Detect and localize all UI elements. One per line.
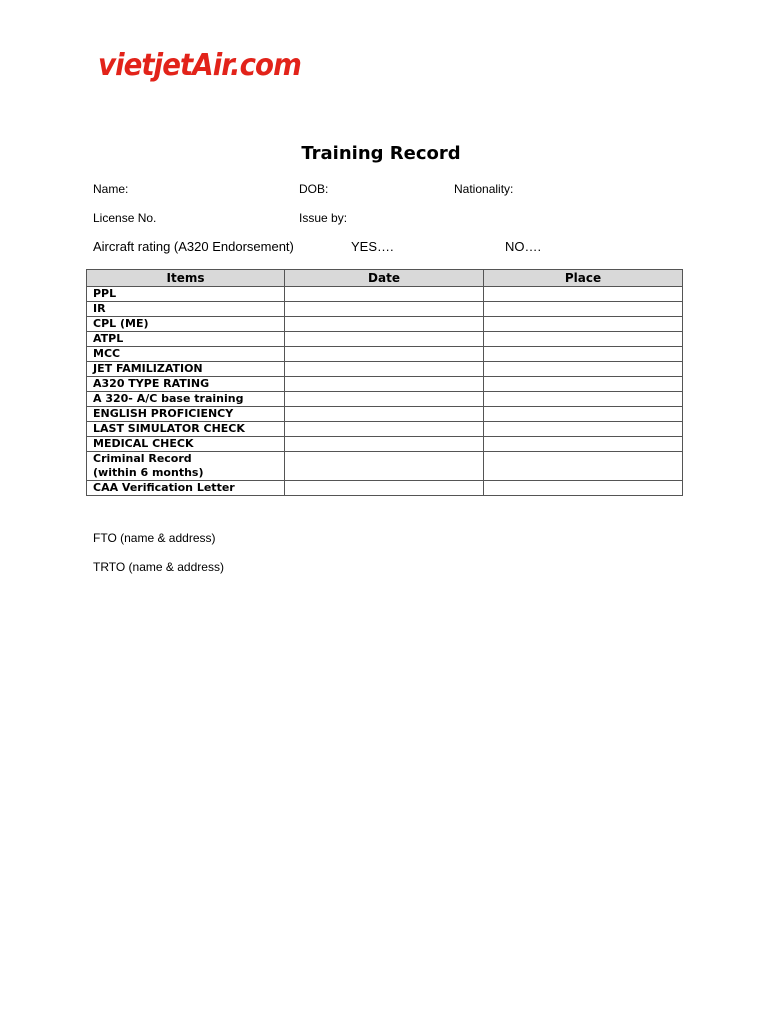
table-row [87,392,683,407]
row-date-cell[interactable] [285,377,484,392]
page-title: Training Record [301,143,461,164]
license-label: License No. [93,211,157,225]
row-place-cell[interactable] [484,332,683,347]
table-row [87,317,683,332]
row-item-label: ENGLISH PROFICIENCY [87,407,285,422]
issue-by-label: Issue by: [299,211,348,225]
aircraft-rating-label: Aircraft rating (A320 Endorsement) [93,239,294,254]
dob-label: DOB: [299,182,329,196]
row-item-label: A320 TYPE RATING [87,377,285,392]
row-date-cell[interactable] [285,392,484,407]
row-item-label: MCC [87,347,285,362]
row-date-cell[interactable] [285,407,484,422]
row-date-cell[interactable] [285,317,484,332]
row-place-cell[interactable] [484,407,683,422]
row-item-label: Criminal Record (within 6 months) [87,452,285,481]
row-date-cell[interactable] [285,302,484,317]
header-items: Items [87,270,285,287]
training-record-table [86,269,683,496]
row-item-label: ATPL [87,332,285,347]
yes-option: YES…. [351,239,394,254]
row-item-label: PPL [87,287,285,302]
row-item-label: JET FAMILIZATION [87,362,285,377]
row-date-cell[interactable] [285,332,484,347]
header-place: Place [484,270,683,287]
row-item-label: LAST SIMULATOR CHECK [87,422,285,437]
table-row [87,422,683,437]
table-row [87,481,683,496]
header-date: Date [285,270,484,287]
table-row [87,407,683,422]
trto-label: TRTO (name & address) [93,560,224,574]
table-row [87,347,683,362]
table-header-row [87,270,683,287]
table-row [87,302,683,317]
nationality-label: Nationality: [454,182,514,196]
fto-label: FTO (name & address) [93,531,216,545]
row-place-cell[interactable] [484,437,683,452]
table-row [87,332,683,347]
row-place-cell[interactable] [484,287,683,302]
row-place-cell[interactable] [484,362,683,377]
row-place-cell[interactable] [484,347,683,362]
table-row [87,362,683,377]
no-option: NO…. [505,239,542,254]
row-place-cell[interactable] [484,392,683,407]
row-date-cell[interactable] [285,437,484,452]
row-place-cell[interactable] [484,317,683,332]
row-place-cell[interactable] [484,302,683,317]
row-place-cell[interactable] [484,452,683,481]
table-row [87,377,683,392]
row-item-label: IR [87,302,285,317]
row-item-label: CAA Verification Letter [87,481,285,496]
table-row [87,437,683,452]
row-place-cell[interactable] [484,377,683,392]
row-date-cell[interactable] [285,362,484,377]
row-place-cell[interactable] [484,422,683,437]
vietjet-logo: vietjetAir.com [98,48,301,83]
row-date-cell[interactable] [285,422,484,437]
row-item-label: CPL (ME) [87,317,285,332]
name-label: Name: [93,182,129,196]
row-date-cell[interactable] [285,287,484,302]
row-date-cell[interactable] [285,452,484,481]
table-row [87,452,683,481]
row-item-label: MEDICAL CHECK [87,437,285,452]
row-item-label: A 320- A/C base training [87,392,285,407]
table-row [87,287,683,302]
row-place-cell[interactable] [484,481,683,496]
row-date-cell[interactable] [285,481,484,496]
row-date-cell[interactable] [285,347,484,362]
